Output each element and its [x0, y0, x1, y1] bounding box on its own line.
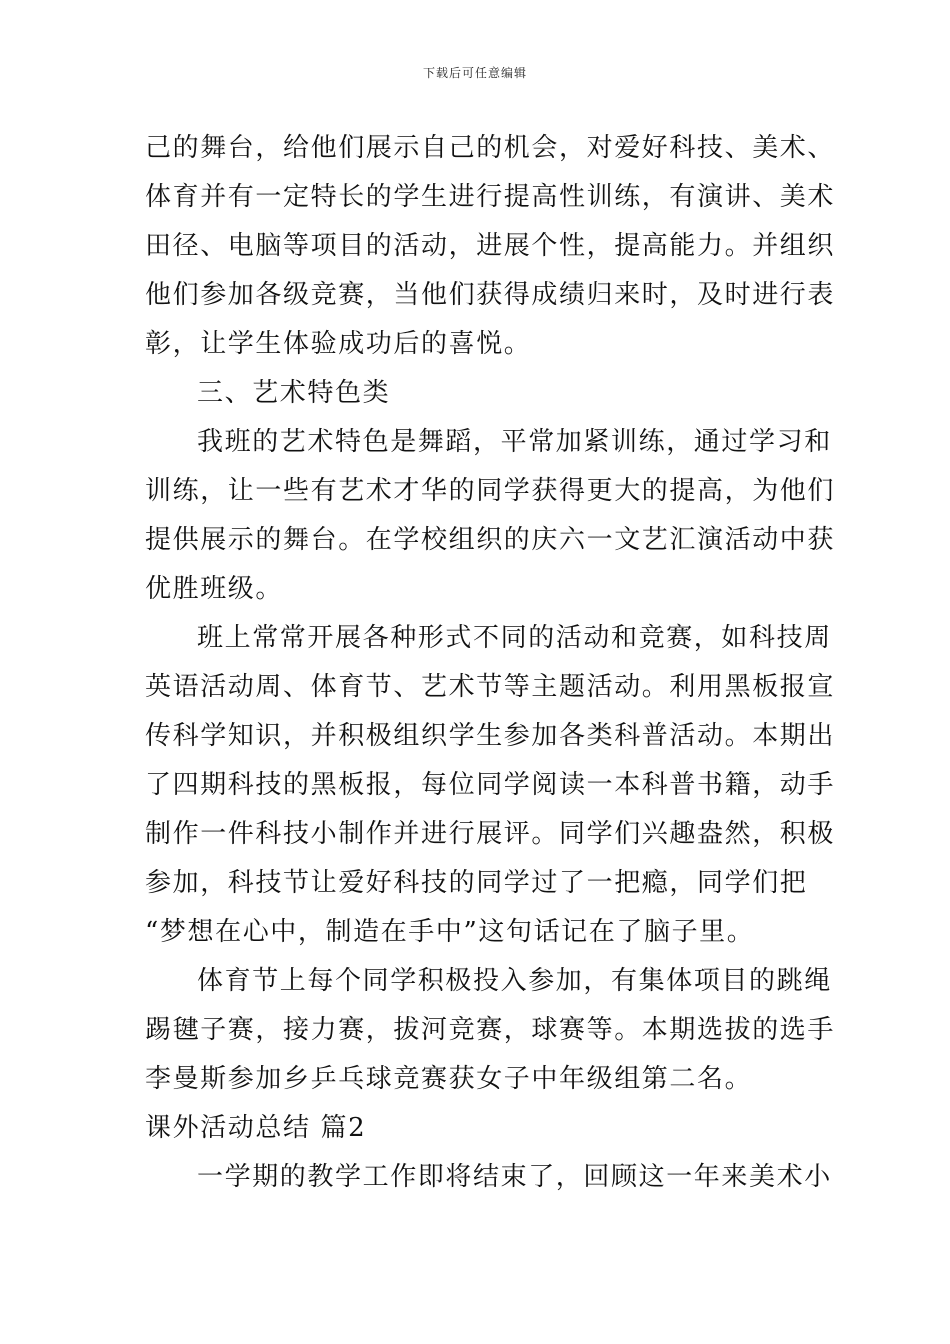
paragraph-start-line: 我班的艺术特色是舞蹈，平常加紧训练，通过学习和	[197, 427, 832, 457]
text-line: 踢毽子赛，接力赛，拔河竞赛，球赛等。本期选拔的选手	[145, 1015, 836, 1045]
text-line: 提供展示的舞台。在学校组织的庆六一文艺汇演活动中获	[145, 525, 836, 555]
section-heading: 三、艺术特色类	[197, 378, 391, 408]
document-body	[145, 124, 836, 1202]
text-line: 田径、电脑等项目的活动，进展个性，提高能力。并组织	[145, 231, 836, 261]
text-line: 体育并有一定特长的学生进行提高性训练，有演讲、美术	[145, 182, 836, 212]
text-line: 李曼斯参加乡乒乓球竞赛获女子中年级组第二名。	[145, 1064, 753, 1094]
article-title: 课外活动总结 篇2	[145, 1113, 367, 1143]
text-line: 了四期科技的黑板报，每位同学阅读一本科普书籍，动手	[145, 770, 836, 800]
text-line: 他们参加各级竞赛，当他们获得成绩归来时，及时进行表	[145, 280, 836, 310]
text-line: 训练，让一些有艺术才华的同学获得更大的提高，为他们	[145, 476, 836, 506]
text-line: 彰，让学生体验成功后的喜悦。	[145, 329, 532, 359]
text-line: 优胜班级。	[145, 574, 284, 604]
text-line: 英语活动周、体育节、艺术节等主题活动。利用黑板报宣	[145, 672, 836, 702]
text-line: 参加，科技节让爱好科技的同学过了一把瘾，同学们把	[145, 868, 808, 898]
text-line: 己的舞台，给他们展示自己的机会，对爱好科技、美术、	[145, 133, 836, 163]
page-header-note: 下载后可任意编辑	[422, 66, 527, 80]
paragraph-start-line: 一学期的教学工作即将结束了，回顾这一年来美术小	[197, 1162, 832, 1192]
paragraph-start-line: 体育节上每个同学积极投入参加，有集体项目的跳绳	[197, 966, 832, 996]
paragraph-start-line: 班上常常开展各种形式不同的活动和竞赛，如科技周	[197, 623, 832, 653]
text-line: 制作一件科技小制作并进行展评。同学们兴趣盎然，积极	[145, 819, 836, 849]
text-line: 传科学知识，并积极组织学生参加各类科普活动。本期出	[145, 721, 836, 751]
text-line: “梦想在心中，制造在手中”这句话记在了脑子里。	[145, 917, 755, 947]
